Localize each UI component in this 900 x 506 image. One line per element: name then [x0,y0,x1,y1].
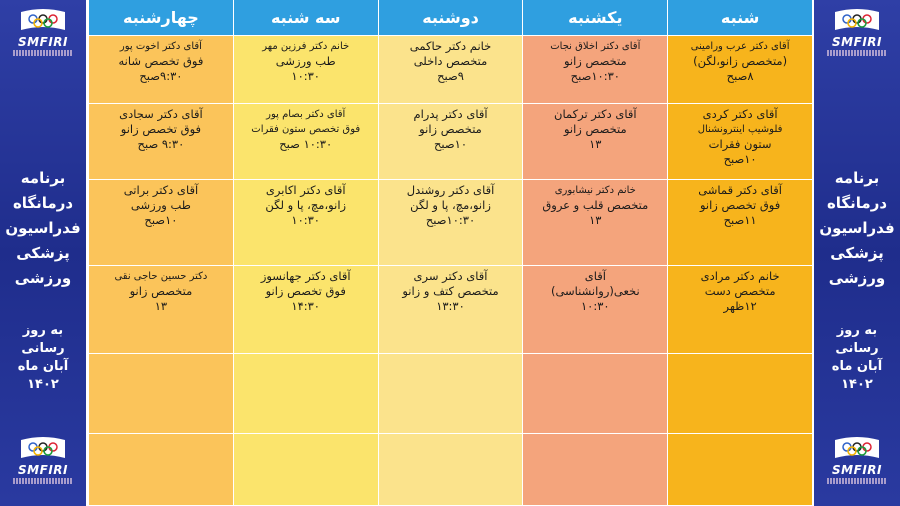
appointment-time: ۹:۳۰ صبح [137,137,185,151]
doctor-name: آقای دکتر بصام پور [266,109,346,120]
doctor-name: آقای دکتر سری [413,269,488,283]
appointment-time: ۱۰:۳۰ صبح [279,137,333,151]
doctor-name: آقای دکتر اخلاق نجات [550,41,641,52]
appointment-time: ۱۰صبح [723,152,757,166]
left-side-panel [0,0,86,506]
schedule-cell [234,354,378,434]
schedule-cell [668,104,812,180]
schedule-cell [234,180,378,266]
logo-text: SMFIRI [18,35,68,49]
doctor-name: خانم دکتر نیشابوری [554,185,636,196]
schedule-cell [89,266,233,354]
specialty: (متخصص زانو،لگن) [693,54,788,68]
day-column-chaharshanbe [88,0,233,506]
doctor-name: آقای دکتر اکابری [265,183,346,197]
specialty: متخصص داخلی [413,54,488,68]
appointment-time: ۱۰:۳۰ [291,69,320,83]
schedule-cell [523,36,667,104]
doctor-name: آقای دکتر قماشی [698,183,782,197]
schedule-cell [89,36,233,104]
specialty: متخصص قلب و عروق [542,198,649,212]
appointment-time: ۸صبح [726,69,754,83]
day-header-shanbe: شنبه [668,0,812,36]
right-side-panel [814,0,900,506]
appointment-time: ۱۳ [589,213,602,227]
appointment-time: ۱۴:۳۰ [291,299,320,313]
schedule-cell [523,180,667,266]
doctor-name: خانم دکتر حاکمی [409,39,492,53]
doctor-name: آقای دکتر جهانسوز [260,269,351,283]
federation-logo-bottom [822,434,892,488]
specialty: فوق تخصص زانو [120,122,202,136]
day-column-doshanbe [378,0,523,506]
program-title: برنامه درمانگاه فدراسیون پزشکی ورزشی [819,169,895,287]
appointment-time: ۱۰:۳۰صبح [570,69,620,83]
specialty: متخصص کتف و زانو [402,284,499,298]
schedule-cell [379,104,523,180]
specialty: زانو،مچ، پا و لگن [410,198,491,212]
federation-logo-bottom [8,434,78,488]
olympic-rings-flag-icon [827,6,887,36]
schedule-cell [379,434,523,506]
logo-subtext [827,50,887,56]
schedule-cell [234,434,378,506]
appointment-time: ۱۲ظهر [723,299,757,313]
appointment-time: ۱۳:۳۰ [436,299,465,313]
day-header-chaharshanbe: چهارشنبه [89,0,233,36]
appointment-time: ۹صبح [437,69,464,83]
logo-subtext [13,50,73,56]
doctor-name: آقای دکتر اخوت پور [119,41,202,52]
day-header-seshanbe: سه شنبه [234,0,378,36]
doctor-name: آقای دکتر روشندل [406,183,495,197]
schedule-cell [89,104,233,180]
schedule-cell [379,354,523,434]
schedule-cell [668,36,812,104]
appointment-time: ۱۰:۳۰ [291,213,320,227]
federation-logo-top [8,6,78,60]
appointment-time: ۱۰صبح [144,213,178,227]
doctor-name: آقای دکتر ترکمان [554,107,637,121]
doctor-name: آقای [584,269,606,283]
appointment-time: ۱۱صبح [723,213,757,227]
appointment-time: ۱۳ [589,137,602,151]
logo-subtext [13,478,73,484]
doctor-name: آقای دکتر پدرام [413,107,488,121]
schedule-cell [379,266,523,354]
day-column-yekshanbe [522,0,667,506]
specialty: متخصص دست [704,284,776,298]
schedule-cell [234,36,378,104]
specialty: فوق تخصص زانو [265,284,346,298]
specialty: متخصص زانو [563,54,627,68]
specialty: متخصص زانو [129,284,193,298]
specialty: متخصص زانو [563,122,627,136]
olympic-rings-flag-icon [13,434,73,464]
logo-text: SMFIRI [832,463,882,477]
schedule-cell [234,266,378,354]
schedule-cell [89,180,233,266]
specialty: متخصص زانو [419,122,482,136]
schedule-cell [668,266,812,354]
specialty: ستون فقرات [708,137,772,151]
doctor-name: خانم دکتر مرادی [700,269,780,283]
specialty: نخعی(روانشناسی) [550,284,640,298]
update-date: به روز رسانی آبان ماه ۱۴۰۲ [17,323,69,392]
update-date: به روز رسانی آبان ماه ۱۴۰۲ [831,323,883,392]
doctor-name: خانم دکتر فرزین مهر [262,41,350,52]
specialty: طب ورزشی [275,54,336,68]
specialty: فوق تخصص شانه [118,54,204,68]
logo-subtext [827,478,887,484]
schedule-cell [523,266,667,354]
doctor-name: آقای دکتر سجادی [119,107,203,121]
olympic-rings-flag-icon [13,6,73,36]
schedule-cell [89,434,233,506]
specialty: طب ورزشی [130,198,191,212]
federation-logo-top [822,6,892,60]
doctor-name: آقای دکتر عرب ورامینی [690,41,790,52]
appointment-time: ۱۰:۳۰ [581,299,610,313]
appointment-time: ۱۰صبح [433,137,468,151]
schedule-cell [379,180,523,266]
doctor-name: آقای دکتر براتی [123,183,199,197]
schedule-table [88,0,812,506]
day-column-seshanbe [233,0,378,506]
specialty: فلوشیپ اینترونشنال [697,124,783,135]
schedule-cell [523,104,667,180]
schedule-cell [379,36,523,104]
schedule-cell [523,434,667,506]
doctor-name: دکتر حسین حاجی نقی [114,271,208,282]
doctor-name: آقای دکتر کردی [702,107,778,121]
schedule-cell [234,104,378,180]
program-title: برنامه درمانگاه فدراسیون پزشکی ورزشی [5,169,81,287]
specialty: زانو،مچ، پا و لگن [265,198,347,212]
schedule-cell [523,354,667,434]
schedule-cell [89,354,233,434]
olympic-rings-flag-icon [827,434,887,464]
schedule-cell [668,180,812,266]
day-column-shanbe [667,0,812,506]
appointment-time: ۹:۳۰صبح [139,69,183,83]
schedule-cell [668,434,812,506]
schedule-cell [668,354,812,434]
day-header-yekshanbe: یکشنبه [523,0,667,36]
appointment-time: ۱۰:۳۰صبح [425,213,476,227]
day-header-doshanbe: دوشنبه [379,0,523,36]
specialty: فوق تخصص ستون فقرات [251,124,361,135]
appointment-time: ۱۳ [154,299,168,313]
logo-text: SMFIRI [18,463,68,477]
specialty: فوق تخصص زانو [699,198,781,212]
logo-text: SMFIRI [832,35,882,49]
